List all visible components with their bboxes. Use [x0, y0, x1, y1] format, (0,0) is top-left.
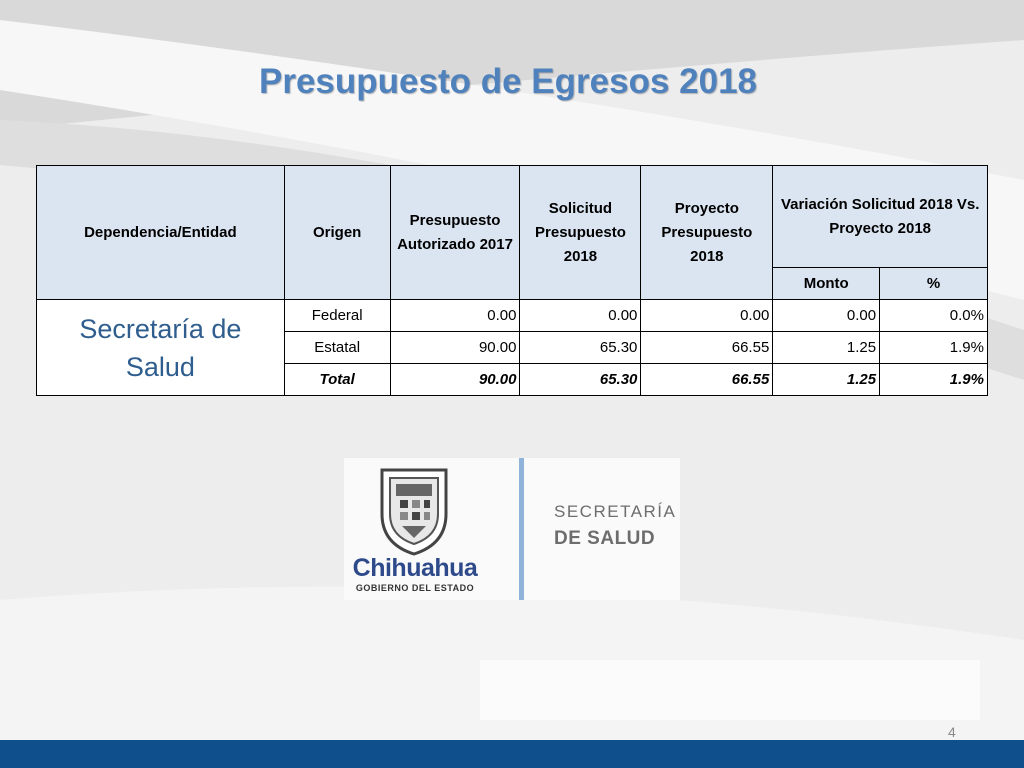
header-variation: Variación Solicitud 2018 Vs. Proyecto 2018: [773, 166, 988, 268]
cell-project: 66.55: [641, 332, 773, 364]
de-salud-label: DE SALUD: [554, 528, 656, 549]
cell-authorized: 0.00: [390, 300, 520, 332]
cell-project: 0.00: [641, 300, 773, 332]
cell-origin: Estatal: [284, 332, 390, 364]
cell-percent: 1.9%: [880, 332, 988, 364]
header-percent: %: [880, 268, 988, 300]
cell-authorized: 90.00: [390, 332, 520, 364]
cell-request: 0.00: [520, 300, 641, 332]
cell-amount: 0.00: [773, 300, 880, 332]
cell-request: 65.30: [520, 332, 641, 364]
cell-percent: 1.9%: [880, 364, 988, 396]
table-row: [37, 300, 988, 332]
secretaria-label: SECRETARÍA: [554, 502, 677, 521]
header-project-2018: Proyecto Presupuesto 2018: [641, 166, 773, 300]
header-amount: Monto: [773, 268, 880, 300]
logo-block: [344, 458, 680, 600]
cell-amount: 1.25: [773, 364, 880, 396]
cell-origin: Total: [284, 364, 390, 396]
cell-amount: 1.25: [773, 332, 880, 364]
entity-name: Secretaría de Salud: [37, 300, 285, 396]
footer-bar: [0, 740, 1024, 768]
cell-project: 66.55: [641, 364, 773, 396]
header-origin: Origen: [284, 166, 390, 300]
cell-origin: Federal: [284, 300, 390, 332]
logo-divider: [519, 458, 524, 600]
header-entity: Dependencia/Entidad: [37, 166, 285, 300]
cell-request: 65.30: [520, 364, 641, 396]
budget-table: [36, 165, 988, 396]
cell-authorized: 90.00: [390, 364, 520, 396]
page-number: 4: [948, 724, 956, 740]
header-request-2018: Solicitud Presupuesto 2018: [520, 166, 641, 300]
header-authorized-2017: Presupuesto Autorizado 2017: [390, 166, 520, 300]
org-name: Chihuahua: [352, 554, 478, 582]
slide-title: Presupuesto de Egresos 2018: [259, 62, 757, 101]
cell-percent: 0.0%: [880, 300, 988, 332]
org-subtitle: GOBIERNO DEL ESTADO: [355, 583, 475, 593]
chihuahua-crest-icon: [374, 464, 454, 558]
